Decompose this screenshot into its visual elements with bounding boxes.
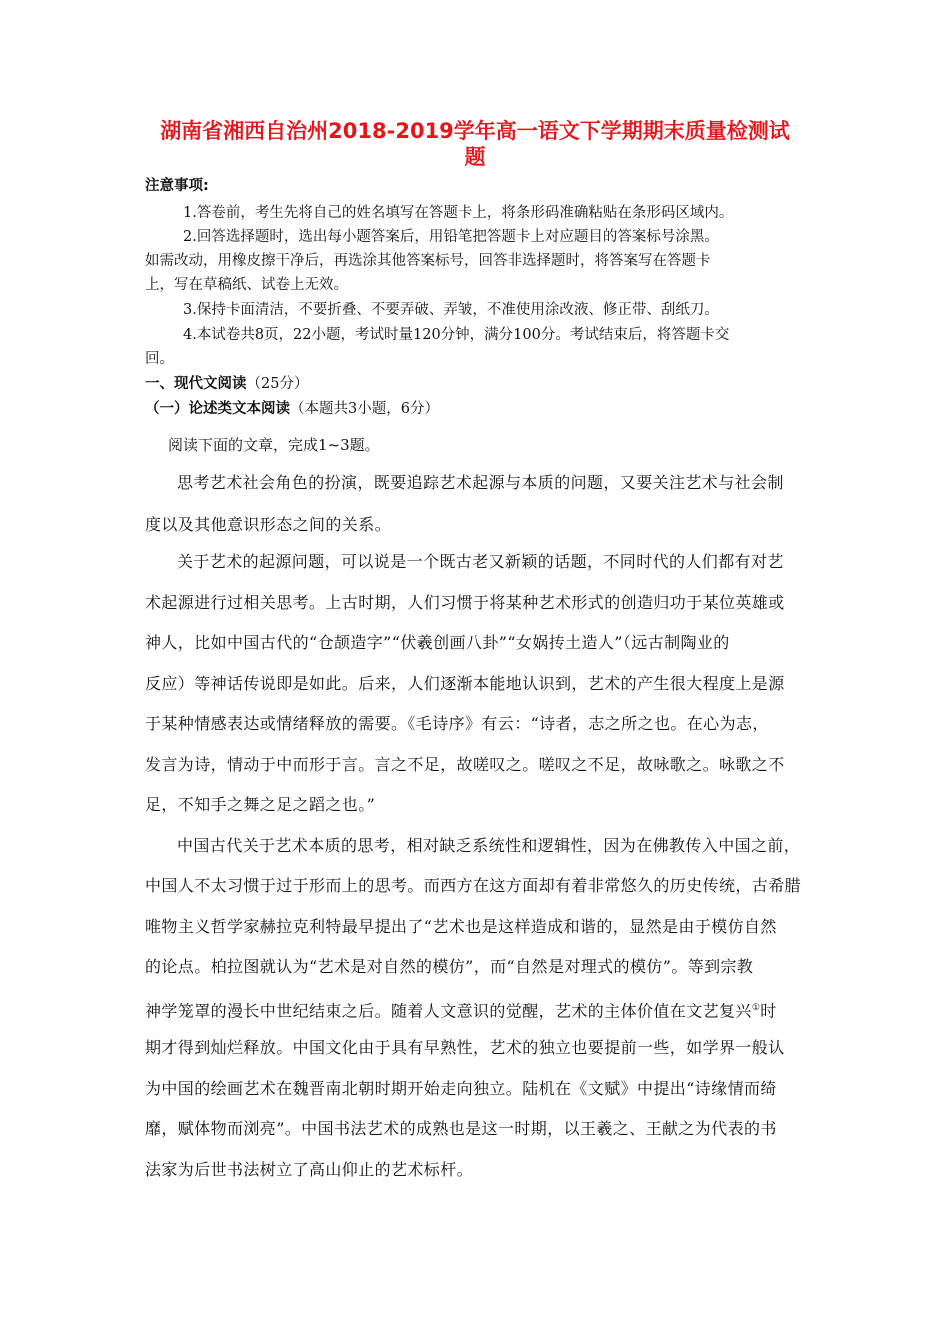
passage-line-17: 靡，赋体物而浏亮”。中国书法艺术的成熟也是这一时期，以王羲之、王献之为代表的书 <box>145 1119 777 1138</box>
passage-line-18: 法家为后世书法树立了高山仰止的艺术标杆。 <box>145 1160 474 1179</box>
passage-line-16: 为中国的绘画艺术在魏晋南北朝时期开始走向独立。陆机在《文赋》中提出“诗缘情而绮 <box>145 1079 777 1098</box>
reading-instruction: 阅读下面的文章，完成1~3题。 <box>168 436 380 454</box>
passage-line-8: 发言为诗，情动于中而形于言。言之不足，故嗟叹之。嗟叹之不足，故咏歌之。咏歌之不 <box>145 755 785 774</box>
section-1-heading: 一、现代文阅读 <box>145 376 247 392</box>
subsection-1-header <box>145 399 815 419</box>
notice-line-1: 1.答卷前，考生先将自己的姓名填写在答题卡上，将条形码准确粘贴在条形码区域内。 <box>183 205 734 221</box>
passage-line-1: 思考艺术社会角色的扮演，既要追踪艺术起源与本质的问题，又要关注艺术与社会制 <box>177 473 784 492</box>
passage-line-14-tail: 时 <box>760 1001 777 1021</box>
passage-line-2: 度以及其他意识形态之间的关系。 <box>145 515 392 534</box>
passage-line-6: 反应）等神话传说即是如此。后来，人们逐渐本能地认识到，艺术的产生很大程度上是源 <box>145 674 785 693</box>
passage-line-12: 唯物主义哲学家赫拉克利特最早提出了“艺术也是这样造成和谐的，显然是由于模仿自然 <box>145 917 777 936</box>
passage-line-7: 于某种情感表达或情绪释放的需要。《毛诗序》有云：“诗者，志之所之也。在心为志， <box>145 714 769 733</box>
notice-line-4: 上，写在草稿纸、试卷上无效。 <box>145 277 348 293</box>
title-line-2: 题 <box>464 145 486 169</box>
section-1-header <box>145 374 815 394</box>
section-1-points: （25分） <box>246 376 309 392</box>
passage-line-5: 神人，比如中国古代的“仓颉造字”“伏羲创画八卦”“女娲抟土造人”（远古制陶业的 <box>145 633 730 652</box>
passage-line-9: 足，不知手之舞之足之蹈之也。” <box>145 795 376 814</box>
footnote-marker: ① <box>751 1003 761 1013</box>
passage-line-14 <box>145 997 815 1022</box>
notice-heading: 注意事项: <box>145 178 209 194</box>
passage-line-4: 术起源进行过相关思考。上古时期，人们习惯于将某种艺术形式的创造归功于某位英雄或 <box>145 593 785 612</box>
notice-line-3: 如需改动，用橡皮擦干净后，再选涂其他答案标号，回答非选择题时，将答案写在答题卡 <box>145 253 711 269</box>
notice-line-7: 回。 <box>145 351 174 367</box>
notice-line-6: 4.本试卷共8页，22小题，考试时量120分钟，满分100分。考试结束后，将答题卡交 <box>183 327 730 343</box>
subsection-1-note: （本题共3小题，6分） <box>290 401 439 417</box>
passage-line-13: 的论点。柏拉图就认为“艺术是对自然的模仿”，而“自然是对理式的模仿”。等到宗教 <box>145 957 754 976</box>
passage-line-3: 关于艺术的起源问题，可以说是一个既古老又新颖的话题，不同时代的人们都有对艺 <box>177 552 784 571</box>
notice-line-5: 3.保持卡面清洁，不要折叠、不要弄破、弄皱，不准使用涂改液、修正带、刮纸刀。 <box>183 302 719 318</box>
document-title <box>120 118 830 170</box>
title-line-1: 湖南省湘西自治州2018-2019学年高一语文下学期期末质量检测试 <box>160 119 790 143</box>
passage-line-11: 中国人不太习惯于过于形而上的思考。而西方在这方面却有着非常悠久的历史传统，古希腊 <box>145 876 802 895</box>
subsection-1-heading: （一）论述类文本阅读 <box>145 401 290 417</box>
passage-line-15: 期才得到灿烂释放。中国文化由于具有早熟性，艺术的独立也要提前一些，如学界一般认 <box>145 1038 785 1057</box>
notice-line-2: 2.回答选择题时，选出每小题答案后，用铅笔把答题卡上对应题目的答案标号涂黑。 <box>183 229 719 245</box>
passage-line-10: 中国古代关于艺术本质的思考，相对缺乏系统性和逻辑性，因为在佛教传入中国之前， <box>177 836 801 855</box>
passage-line-14-text: 神学笼罩的漫长中世纪结束之后。随着人文意识的觉醒，艺术的主体价值在文艺复兴 <box>145 1001 752 1021</box>
